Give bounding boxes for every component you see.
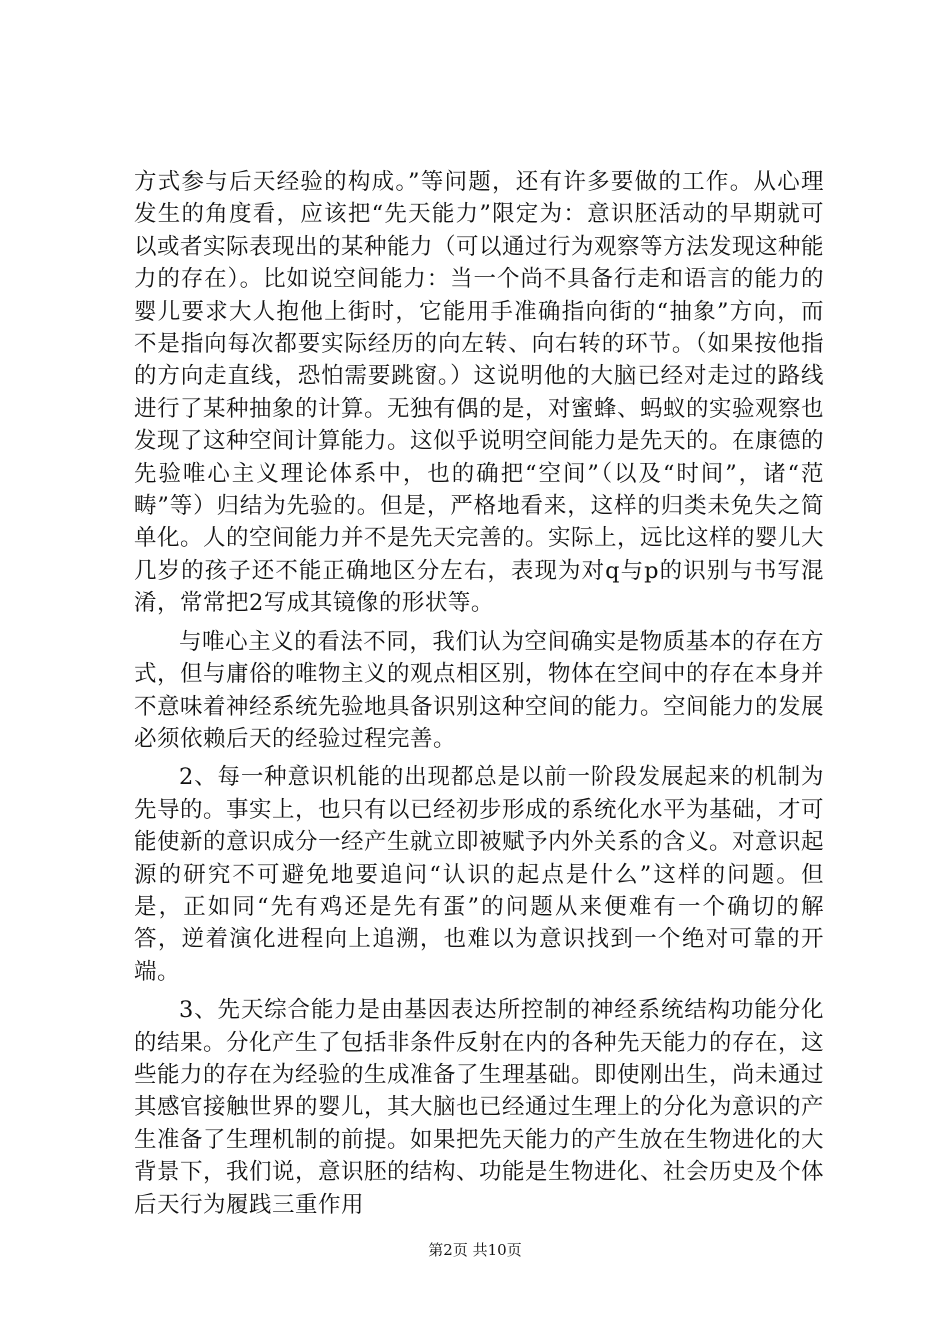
paragraph-2: 与唯心主义的看法不同，我们认为空间确实是物质基本的存在方式，但与庸俗的唯物主义的观点相区别，物体在空间中的存在本身并不意味着神经系统先验地具备识别这种空间的能力。空间能力的发展必须依赖后天的经验过程完善。 bbox=[134, 628, 825, 752]
paragraph-3: 2、每一种意识机能的出现都总是以前一阶段发展起来的机制为先导的。事实上，也只有以已经初步形成的系统化水平为基础，才可能使新的意识成分一经产生就立即被赋予内外关系的含义。对意识起源的研究不可避免地要追问“认识的起点是什么”这样的问题。但是，正如同“先有鸡还是先有蛋”的问题从来便难有一个确切的解答，逆着演化进程向上追溯，也难以为意识找到一个绝对可靠的开端。 bbox=[134, 764, 825, 985]
page-number-footer: 第2页 共10页 bbox=[428, 1241, 522, 1259]
paragraph-4: 3、先天综合能力是由基因表达所控制的神经系统结构功能分化的结果。分化产生了包括非条件反射在内的各种先天能力的存在，这些能力的存在为经验的生成准备了生理基础。即使刚出生，尚未通过其感官接触世界的婴儿，其大脑也已经通过生理上的分化为意识的产生准备了生理机制的前提。如果把先天能力的产生放在生物进化的大背景下，我们说，意识胚的结构、功能是生物进化、社会历史及个体后天行为履践三重作用 bbox=[134, 997, 825, 1218]
document-body bbox=[134, 166, 824, 1227]
paragraph-1: 方式参与后天经验的构成。”等问题，还有许多要做的工作。从心理发生的角度看，应该把“先天能力”限定为：意识胚活动的早期就可以或者实际表现出的某种能力（可以通过行为观察等方法发现这种能力的存在）。比如说空间能力：当一个尚不具备行走和语言的能力的婴儿要求大人抱他上街时，它能用手准确指向街的“抽象”方向，而不是指向每次都要实际经历的向左转、向右转的环节。（如果按他指的方向走直线，恐怕需要跳窗。）这说明他的大脑已经对走过的路线进行了某种抽象的计算。无独有偶的是，对蜜蜂、蚂蚁的实验观察也发现了这种空间计算能力。这似乎说明空间能力是先天的。在康德的先验唯心主义理论体系中，也的确把“空间”（以及“时间”，诸“范畴”等）归结为先验的。但是，严格地看来，这样的归类未免失之简单化。人的空间能力并不是先天完善的。实际上，远比这样的婴儿大几岁的孩子还不能正确地区分左右，表现为对q与p的识别与书写混淆，常常把2写成其镜像的形状等。 bbox=[134, 169, 825, 617]
